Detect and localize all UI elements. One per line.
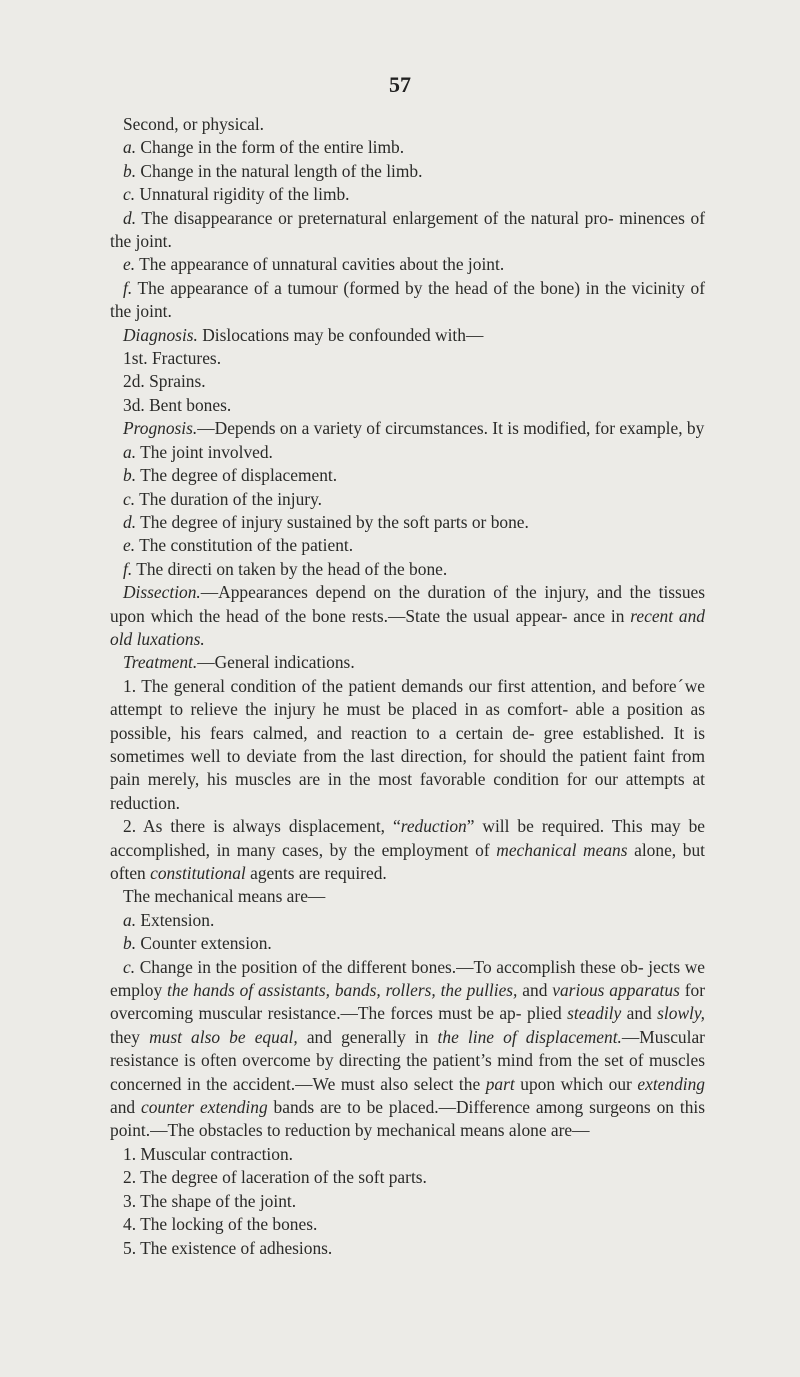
text-run: The appearance of unnatural cavities about the joint. — [135, 254, 505, 275]
paragraph-p27 — [110, 1143, 705, 1166]
paragraph-p19 — [110, 581, 705, 651]
text-run: and generally in — [297, 1026, 438, 1047]
text-run: b. — [123, 465, 137, 486]
text-run: 3d. Bent bones. — [123, 394, 232, 415]
text-run: Dissection. — [123, 582, 201, 603]
paragraph-p4 — [110, 183, 705, 206]
text-run: reduction — [400, 816, 467, 837]
text-run: mechanical means — [496, 839, 628, 860]
paragraph-p30 — [110, 1213, 705, 1236]
text-run: extending — [637, 1073, 705, 1094]
text-run: The directi on taken by the head of the bone. — [132, 558, 448, 579]
text-run: The appearance of a tumour (formed by the head of the bone) in the vicinity of the joint. — [110, 277, 705, 322]
text-run: various apparatus — [552, 980, 680, 1001]
text-run: ” will be required. This may be accomplished, in many cases, by the employment of — [110, 816, 705, 860]
paragraph-p10 — [110, 370, 705, 393]
text-run: they — [110, 1026, 150, 1047]
text-run: steadily — [567, 1003, 622, 1024]
paragraph-p12 — [110, 417, 705, 440]
text-run: agents are required. — [245, 863, 387, 883]
paragraph-p7 — [110, 277, 705, 324]
text-run: Treatment. — [123, 652, 198, 673]
text-run: The constitution of the patient. — [135, 535, 354, 556]
text-run: 1. The general condition of the patient demands our first attention, and beforeˊwe attempt to relieve the injury he must be placed in as comfort- able a position as possible, his fears calmed, and reaction to a certain de- gree established. It is sometimes well to deviate from the last direction, for should the patient faint from pain merely, his muscles are in the most favorable condition for our attempts at reduction. — [110, 675, 705, 813]
text-run: f. — [123, 277, 133, 298]
text-run: upon which our — [514, 1073, 638, 1094]
text-run: c. — [123, 956, 136, 977]
text-run: —General indications. — [197, 652, 355, 673]
text-run: a. — [123, 441, 137, 462]
text-run: The mechanical means are— — [123, 886, 326, 907]
text-run: b. — [123, 933, 137, 954]
text-run: b. — [123, 160, 137, 181]
text-run: for overcoming muscular resistance.—The forces must be ap- plied — [110, 980, 706, 1024]
paragraph-p9 — [110, 347, 705, 370]
text-run: The duration of the injury. — [135, 488, 322, 509]
text-run: Second, or physical. — [123, 114, 265, 134]
page-number: 57 — [389, 72, 411, 97]
text-run: Unnatural rigidity of the limb. — [135, 184, 350, 205]
paragraph-p5 — [110, 207, 705, 254]
paragraph-p25 — [110, 932, 705, 955]
text-run: c. — [123, 488, 136, 509]
paragraph-p17 — [110, 534, 705, 557]
paragraph-p18 — [110, 558, 705, 581]
text-run: 1. Muscular contraction. — [123, 1143, 293, 1164]
text-run: constitutional — [150, 863, 246, 883]
text-run: alone, but often — [110, 839, 705, 883]
text-run: and — [517, 980, 553, 1001]
paragraph-p16 — [110, 511, 705, 534]
paragraph-p13 — [110, 441, 705, 464]
text-run: —Appearances depend on the duration of the injury, and the tissues upon which the head of the bone rests.—State the usual appear- ance in — [110, 582, 705, 626]
text-run: e. — [123, 535, 136, 556]
text-run: a. — [123, 137, 137, 158]
text-run: d. — [123, 207, 137, 228]
text-run: f. — [123, 558, 133, 579]
text-run: must also be equal, — [149, 1026, 298, 1047]
text-run: Extension. — [136, 909, 215, 930]
text-run: part — [485, 1073, 515, 1094]
text-run: recent and old luxations. — [110, 605, 705, 649]
text-run: The joint involved. — [136, 441, 273, 462]
paragraph-p2 — [110, 136, 705, 159]
text-run: 2. The degree of laceration of the soft parts. — [123, 1167, 427, 1188]
text-run: —Depends on a variety of circumstances. It is modified, for example, by — [197, 418, 705, 439]
paragraph-p20 — [110, 651, 705, 674]
paragraph-p3 — [110, 160, 705, 183]
text-run: —Muscular resistance is often overcome by directing the patient’s mind from the set of muscles concerned in the accident.—We must also select the — [110, 1026, 705, 1094]
text-run: 3. The shape of the joint. — [123, 1190, 297, 1211]
text-run: 2. As there is always displacement, “ — [123, 816, 401, 837]
paragraph-p11 — [110, 394, 705, 417]
paragraph-p24 — [110, 909, 705, 932]
text-run: Counter extension. — [136, 933, 272, 954]
text-run: The degree of injury sustained by the soft parts or bone. — [136, 511, 529, 532]
paragraph-p15 — [110, 488, 705, 511]
paragraph-p6 — [110, 253, 705, 276]
paragraph-p14 — [110, 464, 705, 487]
paragraph-p22 — [110, 815, 705, 885]
text-run: counter extending — [141, 1097, 268, 1118]
text-run: Change in the position of the different bones.—To accomplish these ob- jects we employ — [110, 956, 705, 1001]
text-run: Change in the natural length of the limb. — [136, 160, 423, 181]
paragraph-p1 — [110, 113, 705, 136]
paragraph-p23 — [110, 885, 705, 908]
paragraph-p28 — [110, 1166, 705, 1189]
paragraph-p29 — [110, 1190, 705, 1213]
text-run: The degree of displacement. — [136, 465, 338, 486]
text-run: Prognosis. — [123, 418, 198, 439]
paragraph-p8 — [110, 324, 705, 347]
text-run: bands are to be placed.—Difference among surgeons on this point.—The obstacles to reduction by mechanical means alone are— — [110, 1097, 705, 1141]
text-run: Change in the form of the entire limb. — [136, 137, 405, 158]
text-run: a. — [123, 909, 137, 930]
text-run: the line of displacement. — [437, 1026, 622, 1047]
text-run: 2d. Sprains. — [123, 371, 206, 392]
text-run: 1st. Fractures. — [123, 348, 222, 369]
text-run: Dislocations may be confounded with— — [197, 324, 484, 345]
text-run: and — [110, 1097, 142, 1118]
text-run: The disappearance or preternatural enlargement of the natural pro- minences of the joint. — [110, 207, 705, 252]
paragraph-p31 — [110, 1237, 705, 1260]
paragraph-p26 — [110, 956, 705, 1143]
text-run: d. — [123, 511, 137, 532]
text-run: 5. The existence of adhesions. — [123, 1237, 333, 1258]
text-run: slowly, — [657, 1003, 705, 1024]
body-text — [110, 113, 705, 1260]
text-run: c. — [123, 184, 136, 205]
text-run: and — [621, 1003, 658, 1024]
text-run: 4. The locking of the bones. — [123, 1214, 318, 1235]
paragraph-p21 — [110, 675, 705, 815]
text-run: e. — [123, 254, 136, 275]
text-run: Diagnosis. — [123, 324, 198, 345]
text-run: the hands of assistants, bands, rollers, the pullies, — [167, 980, 518, 1001]
